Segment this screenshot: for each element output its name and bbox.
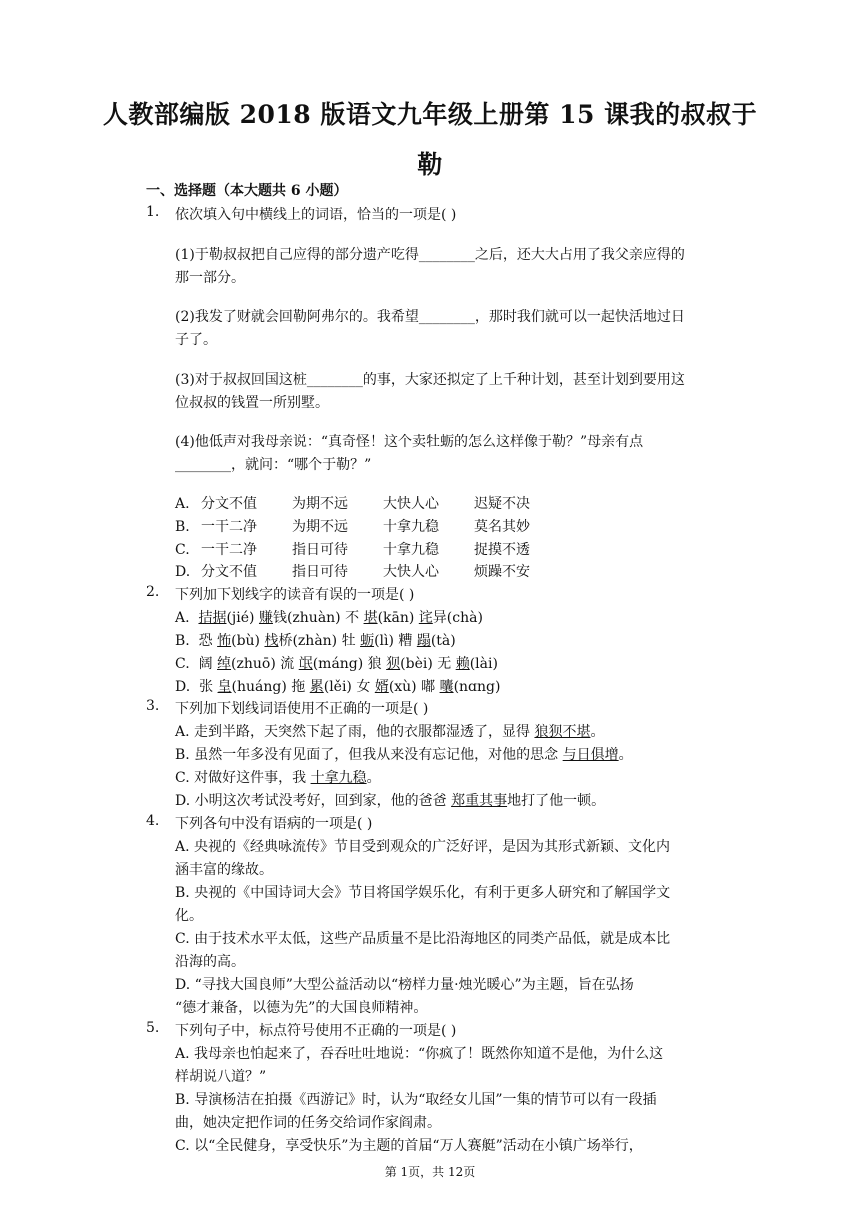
- underlined-word: 狈: [386, 656, 401, 672]
- underlined-word: 拮据: [198, 610, 227, 626]
- option-line: 化。: [175, 908, 203, 924]
- option-letter: D.: [175, 564, 191, 580]
- option-line: [175, 630, 456, 650]
- option-row: [175, 561, 565, 581]
- option-word: 为期不远: [292, 496, 348, 512]
- option-text: (máng) 狼: [312, 656, 387, 672]
- option-line: 曲，她决定把作词的任务交给词作家阎肃。: [175, 1115, 441, 1131]
- option-text: (zhuō) 流: [231, 656, 299, 672]
- question-stem: 下列加下划线字的读音有误的一项是( ): [175, 587, 415, 603]
- option-letter: A.: [175, 496, 190, 512]
- option-word: 大快人心: [383, 496, 439, 512]
- underlined-word: 诧: [418, 610, 433, 626]
- sentence-line: 位叔叔的钱置一所别墅。: [175, 395, 329, 411]
- underlined-word: 怖: [217, 633, 232, 649]
- option-text: C. 对做好这件事，我: [175, 770, 311, 786]
- option-text: 阔: [198, 656, 218, 672]
- option-line: B. 央视的《中国诗词大会》节目将国学娱乐化，有利于更多人研究和了解国学文: [175, 885, 671, 901]
- option-line: 涵丰富的缘故。: [175, 862, 273, 878]
- underlined-word: 十拿九稳: [310, 770, 367, 786]
- option-line: A. 央视的《经典咏流传》节目受到观众的广泛好评，是因为其形式新颖、文化内: [175, 839, 671, 855]
- option-letter: C.: [175, 656, 190, 672]
- option-line: 沿海的高。: [175, 954, 245, 970]
- option-line: [175, 790, 605, 810]
- option-word: 十拿九稳: [383, 542, 439, 558]
- page-footer: 第 1页，共 12页: [384, 1165, 476, 1179]
- underlined-word: 累: [309, 679, 324, 695]
- question-stem: 下列各句中没有语病的一项是( ): [175, 816, 373, 832]
- sentence-line: 子了。: [175, 332, 217, 348]
- underlined-word: 蹋: [416, 633, 431, 649]
- underlined-word: 栈: [264, 633, 279, 649]
- option-text: (lì) 糟: [374, 633, 417, 649]
- underlined-word: 狼狈不堪: [534, 724, 591, 740]
- question-number: 1.: [146, 204, 160, 220]
- question-stem: 依次填入句中横线上的词语，恰当的一项是( ): [175, 207, 457, 223]
- option-word: 烦躁不安: [474, 564, 530, 580]
- option-text: (xù) 嘟: [388, 679, 440, 695]
- underlined-word: 赚: [258, 610, 273, 626]
- option-text: 。: [618, 747, 633, 763]
- option-word: 莫名其妙: [474, 519, 530, 535]
- option-word: 大快人心: [383, 564, 439, 580]
- sentence-line: (3)对于叔叔回国这桩________的事，大家还拟定了上千种计划，甚至计划到要用这: [175, 372, 685, 388]
- option-word: 十拿九稳: [383, 519, 439, 535]
- option-line: [175, 676, 500, 696]
- option-text: A. 走到半路，天突然下起了雨，他的衣服都湿透了，显得: [175, 724, 535, 740]
- underlined-word: 氓: [298, 656, 313, 672]
- option-word: 捉摸不透: [474, 542, 530, 558]
- option-line: C. 以“全民健身，享受快乐”为主题的首届“万人赛艇”活动在小镇广场举行，: [175, 1138, 643, 1154]
- option-line: C. 由于技术水平太低，这些产品质量不是比沿海地区的同类产品低，就是成本比: [175, 931, 671, 947]
- question-stem: 下列加下划线词语使用不正确的一项是( ): [175, 701, 429, 717]
- underlined-word: 蛎: [360, 633, 375, 649]
- option-word: 指日可待: [292, 564, 348, 580]
- sentence-line: (4)他低声对我母亲说：“真奇怪！这个卖牡蛎的怎么这样像于勒？”母亲有点: [175, 434, 644, 450]
- option-text: (lài): [469, 656, 498, 672]
- sentence-line: (1)于勒叔叔把自己应得的部分遗产吃得________之后，还大大占用了我父亲应得的: [175, 247, 685, 263]
- option-line: [175, 721, 604, 741]
- underlined-word: 与日俱增: [562, 747, 619, 763]
- option-letter: B.: [175, 519, 190, 535]
- question-stem: 下列句子中，标点符号使用不正确的一项是( ): [175, 1023, 457, 1039]
- underlined-word: 皇: [217, 679, 232, 695]
- option-word: 一干二净: [201, 542, 257, 558]
- option-word: 分文不值: [201, 496, 257, 512]
- option-text: 。: [590, 724, 605, 740]
- option-line: D. “寻找大国良师”大型公益活动以“榜样力量·烛光暖心”为主题，旨在弘扬: [175, 977, 634, 993]
- option-text: (bèi) 无: [400, 656, 456, 672]
- option-row: [175, 516, 565, 536]
- sentence-line: 那一部分。: [175, 270, 245, 286]
- option-text: 钱(zhuàn) 不: [272, 610, 364, 626]
- underlined-word: 绰: [217, 656, 232, 672]
- question-number: 5.: [146, 1020, 160, 1036]
- option-text: (huáng) 拖: [231, 679, 310, 695]
- option-text: 地打了他一顿。: [507, 793, 606, 809]
- option-text: (nɑng): [453, 679, 501, 695]
- option-line: “德才兼备，以德为先”的大国良师精神。: [175, 1000, 428, 1016]
- option-word: 分文不值: [201, 564, 257, 580]
- option-line: B. 导演杨洁在拍摄《西游记》时，认为“取经女儿国”一集的情节可以有一段插: [175, 1092, 657, 1108]
- option-text: 桥(zhàn) 牡: [278, 633, 361, 649]
- option-letter: B.: [175, 633, 190, 649]
- option-word: 指日可待: [292, 542, 348, 558]
- option-word: 一干二净: [201, 519, 257, 535]
- option-line: A. 我母亲也怕起来了，吞吞吐吐地说：“你疯了！既然你知道不是他，为什么这: [175, 1046, 664, 1062]
- option-line: [175, 607, 483, 627]
- question-number: 4.: [146, 813, 160, 829]
- sentence-line: (2)我发了财就会回勒阿弗尔的。我希望________，那时我们就可以一起快活地过日: [175, 309, 685, 325]
- page-title-line-2: 勒: [417, 150, 443, 179]
- underlined-word: 郑重其事: [451, 793, 508, 809]
- underlined-word: 赖: [455, 656, 470, 672]
- option-text: 张: [199, 679, 218, 695]
- page-title-line-1: 人教部编版 2018 版语文九年级上册第 15 课我的叔叔于: [102, 100, 758, 129]
- sentence-line: ________，就问：“哪个于勒？”: [175, 457, 372, 473]
- option-line: [175, 744, 633, 764]
- underlined-word: 婿: [374, 679, 389, 695]
- option-text: (tà): [430, 633, 456, 649]
- underlined-word: 囔: [439, 679, 454, 695]
- option-row: [175, 539, 565, 559]
- option-text: 异(chà): [432, 610, 483, 626]
- option-line: [175, 653, 498, 673]
- option-word: 为期不远: [292, 519, 348, 535]
- option-text: 。: [366, 770, 381, 786]
- question-number: 3.: [146, 698, 160, 714]
- option-text: (jié): [226, 610, 259, 626]
- option-word: 迟疑不决: [474, 496, 530, 512]
- option-line: [175, 767, 381, 787]
- section-heading: 一、选择题（本大题共 6 小题）: [146, 183, 348, 199]
- option-text: B. 虽然一年多没有见面了，但我从来没有忘记他，对他的思念: [175, 747, 563, 763]
- option-letter: C.: [175, 542, 190, 558]
- option-row: [175, 493, 565, 513]
- option-text: (kān): [377, 610, 419, 626]
- option-line: 样胡说八道？”: [175, 1069, 267, 1085]
- option-letter: D.: [175, 679, 191, 695]
- underlined-word: 堪: [363, 610, 378, 626]
- option-text: 恐: [198, 633, 218, 649]
- option-text: D. 小明这次考试没考好，回到家，他的爸爸: [175, 793, 452, 809]
- option-text: (lěi) 女: [323, 679, 375, 695]
- option-text: (bù): [231, 633, 265, 649]
- option-letter: A.: [175, 610, 190, 626]
- question-number: 2.: [146, 584, 160, 600]
